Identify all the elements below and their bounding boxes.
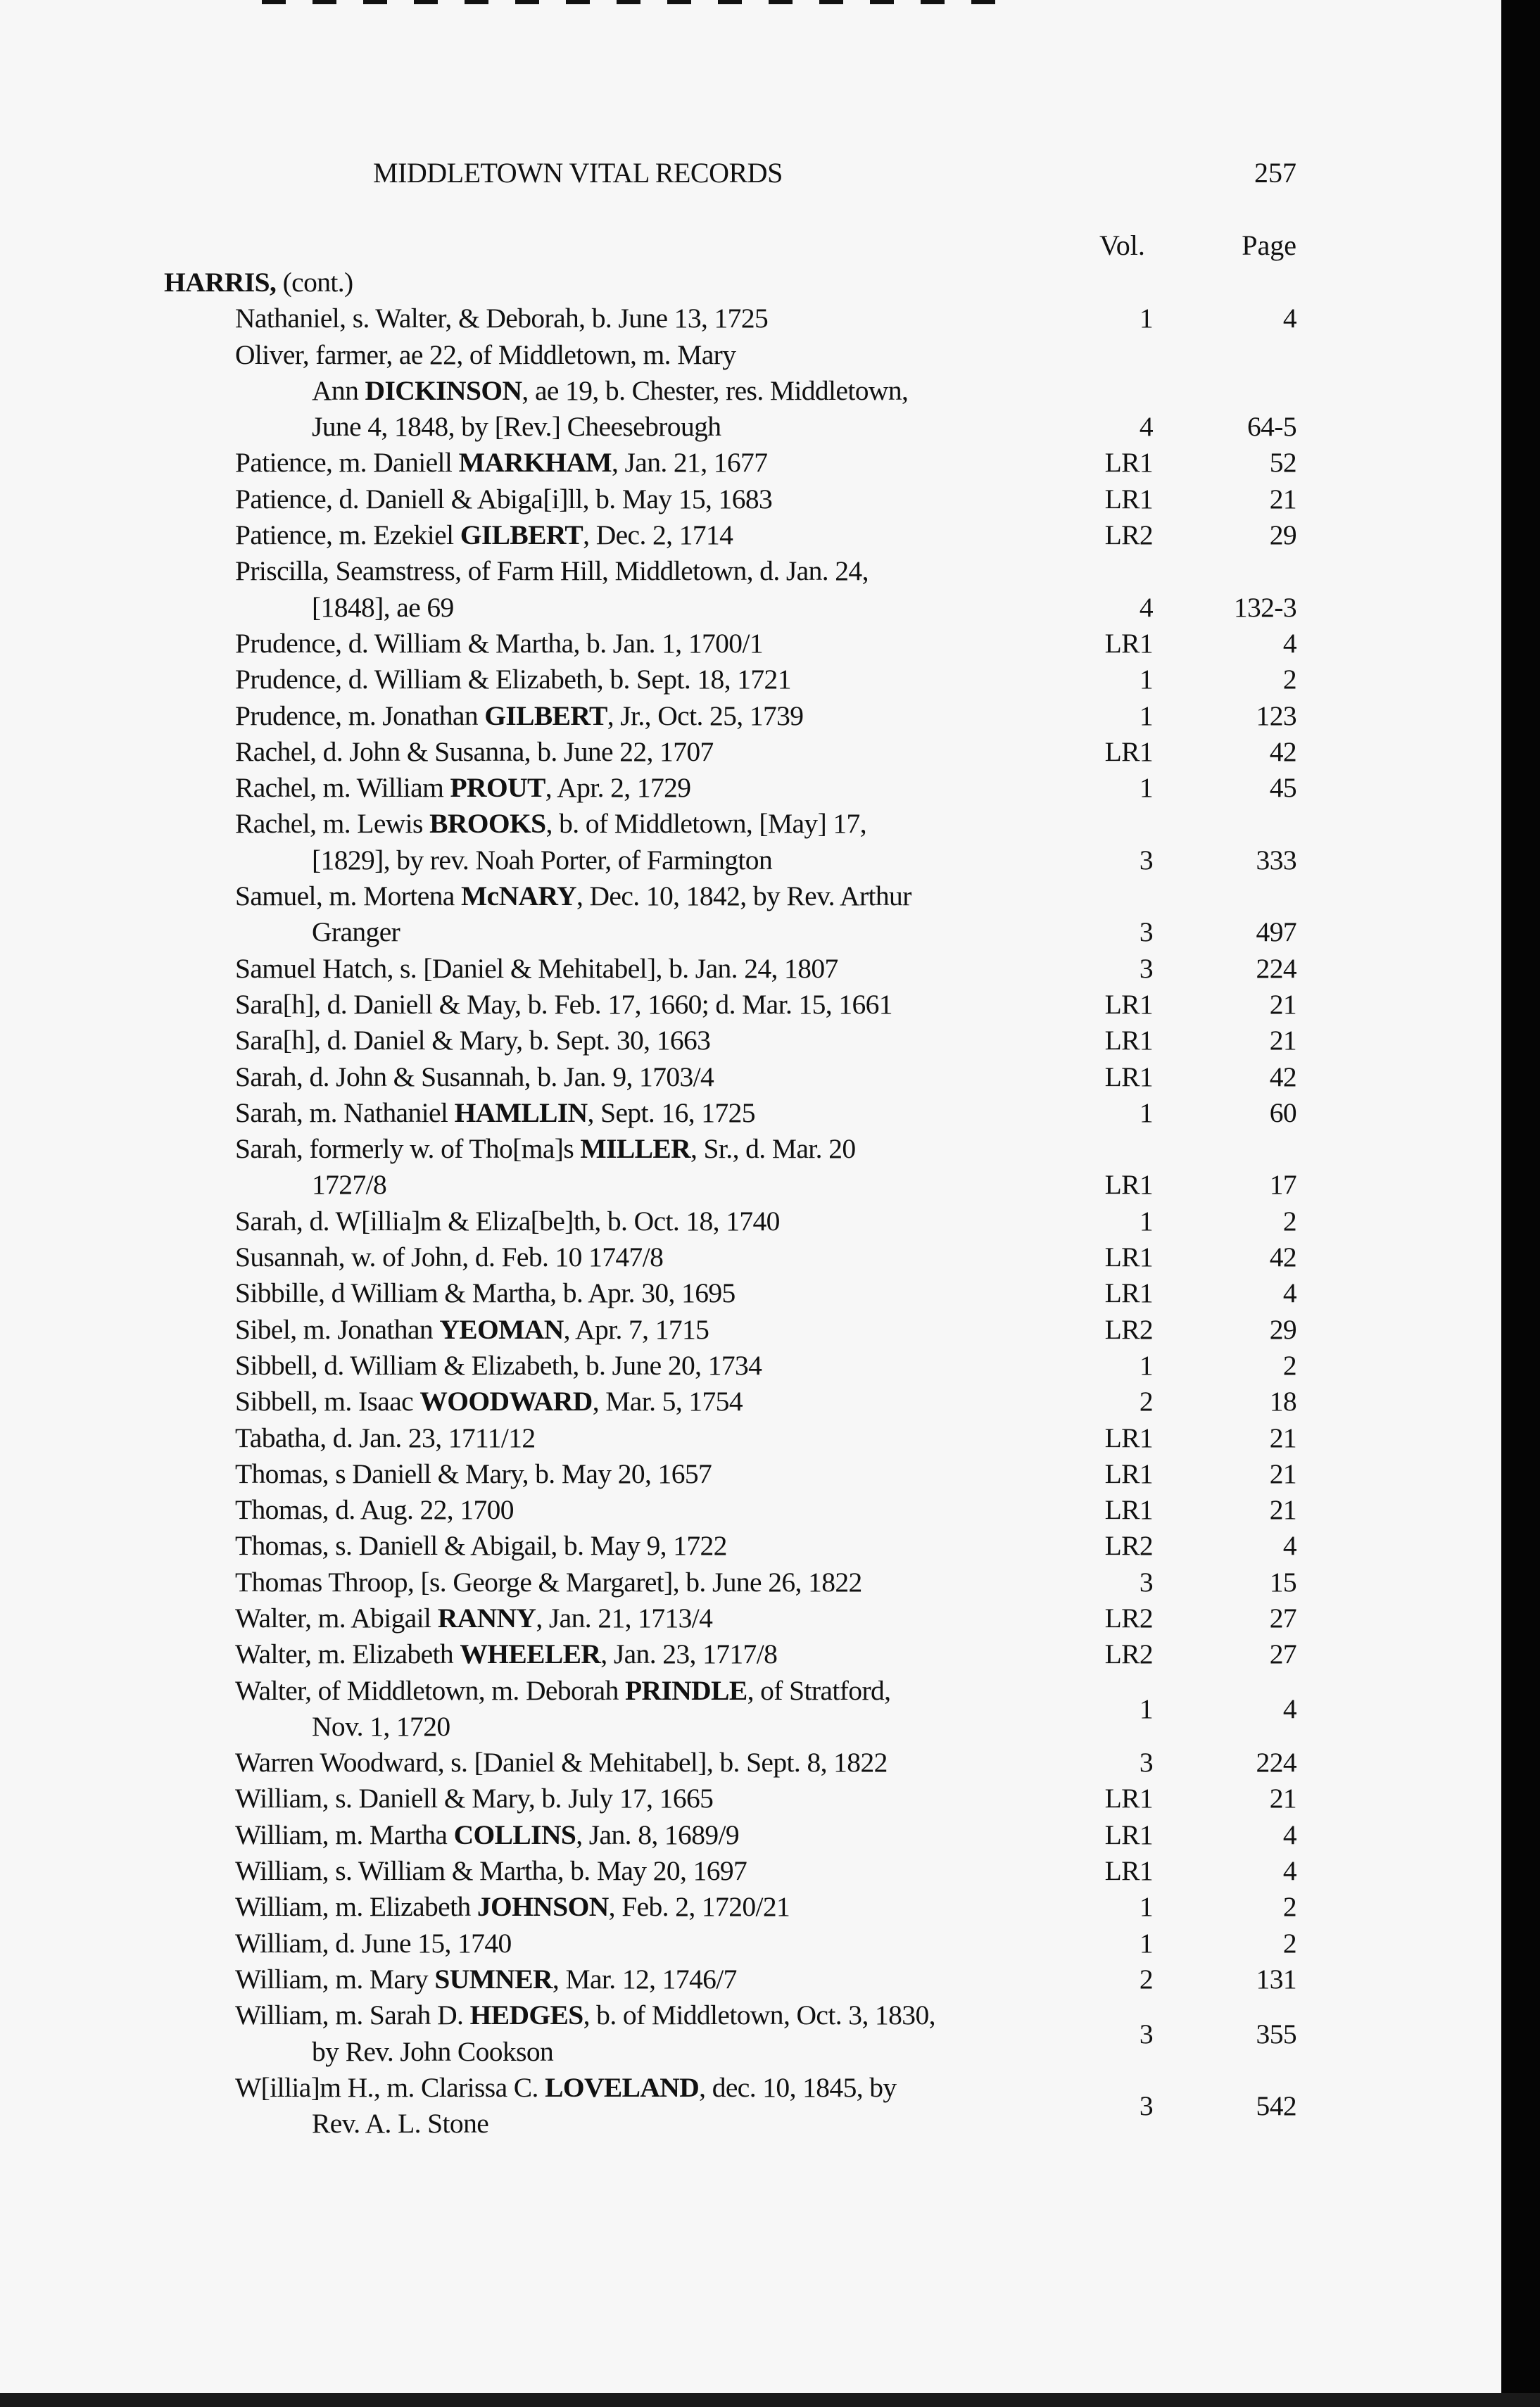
entry-page: 2 [1282, 1349, 1296, 1381]
record-entry [0, 1239, 1540, 1275]
entry-line [0, 951, 1540, 987]
entry-volume: LR1 [1104, 627, 1153, 659]
entry-page: 42 [1269, 1242, 1296, 1273]
entry-page: 52 [1269, 447, 1296, 479]
entry-text: William, s. Daniell & Mary, b. July 17, 1665 [235, 1783, 714, 1814]
record-entry [0, 1023, 1540, 1059]
entry-volume: 3 [1139, 844, 1153, 876]
entry-line [0, 1528, 1540, 1564]
entry-volume: 3 [1139, 1747, 1153, 1779]
entry-line [0, 409, 1540, 445]
entry-line [0, 2070, 1540, 2106]
entry-page: 224 [1256, 952, 1296, 984]
entry-line [0, 734, 1540, 770]
entry-text: Ann [312, 374, 365, 406]
entry-text: Thomas Throop, [s. George & Margaret], b. June 26, 1822 [235, 1566, 862, 1598]
record-entry [0, 1420, 1540, 1456]
entry-text: William, m. Elizabeth [235, 1891, 477, 1923]
entry-volume: 1 [1139, 1693, 1153, 1724]
entry-surname: LOVELAND [545, 2071, 700, 2103]
entry-text: , Sept. 16, 1725 [587, 1097, 755, 1128]
entry-line [0, 626, 1540, 662]
entry-text: [1829], by rev. Noah Porter, of Farmington [312, 844, 773, 876]
entry-page: 2 [1282, 1891, 1296, 1923]
entry-text: Rachel, m. William [235, 772, 450, 804]
entry-volume: 1 [1139, 303, 1153, 334]
entry-line [0, 1889, 1540, 1925]
entry-text: , Dec. 2, 1714 [583, 519, 733, 551]
entry-volume: 3 [1139, 952, 1153, 984]
entry-line [0, 698, 1540, 734]
entry-line [0, 1745, 1540, 1781]
record-entry [0, 878, 1540, 951]
entry-line [0, 1239, 1540, 1275]
record-entry [0, 445, 1540, 481]
entry-page: 27 [1269, 1602, 1296, 1634]
record-entry [0, 1673, 1540, 1745]
record-entry [0, 481, 1540, 517]
entry-line [0, 2106, 1540, 2142]
entry-page: 2 [1282, 1205, 1296, 1237]
entry-text: Walter, m. Abigail [235, 1602, 438, 1634]
entry-page: 224 [1256, 1747, 1296, 1779]
record-entry [0, 770, 1540, 806]
entry-surname: GILBERT [484, 700, 607, 731]
entry-volume: LR1 [1104, 735, 1153, 767]
entry-volume: 1 [1139, 1097, 1153, 1128]
entry-text: June 4, 1848, by [Rev.] Cheesebrough [312, 411, 721, 443]
entry-surname: COLLINS [453, 1819, 576, 1850]
entry-text: Samuel, m. Mortena [235, 880, 461, 912]
entry-text: Nov. 1, 1720 [312, 1710, 450, 1742]
record-entry [0, 1997, 1540, 2070]
entry-text: Walter, of Middletown, m. Deborah [235, 1674, 626, 1706]
record-entry [0, 1889, 1540, 1925]
record-entry [0, 1853, 1540, 1889]
entry-volume: LR1 [1104, 1242, 1153, 1273]
entry-page: 45 [1269, 772, 1296, 804]
entry-volume: 3 [1139, 2090, 1153, 2122]
entry-volume: 1 [1139, 1927, 1153, 1959]
entry-line [0, 770, 1540, 806]
record-entry [0, 987, 1540, 1023]
entry-page: 21 [1269, 1025, 1296, 1056]
entry-volume: LR1 [1104, 1061, 1153, 1092]
entry-page: 17 [1269, 1169, 1296, 1201]
entry-surname: MILLER [580, 1133, 690, 1165]
entry-surname: SUMNER [434, 1963, 553, 1995]
entry-page: 42 [1269, 735, 1296, 767]
entry-text: W[illia]m H., m. Clarissa C. [235, 2071, 545, 2103]
entry-page: 21 [1269, 988, 1296, 1020]
entry-page: 4 [1282, 1693, 1296, 1724]
entry-text: Sibbell, m. Isaac [235, 1386, 420, 1417]
record-entry [0, 1348, 1540, 1384]
entry-line [0, 1095, 1540, 1131]
entry-volume: 1 [1139, 664, 1153, 695]
entry-line [0, 1636, 1540, 1672]
entry-line [0, 1420, 1540, 1456]
entry-text: William, d. June 15, 1740 [235, 1927, 512, 1959]
entry-text: Patience, m. Ezekiel [235, 519, 460, 551]
entry-volume: LR1 [1104, 1783, 1153, 1814]
entry-volume: LR1 [1104, 988, 1153, 1020]
entry-volume: LR1 [1104, 1458, 1153, 1489]
entry-volume: 2 [1139, 1386, 1153, 1417]
scan-border-bottom [0, 2393, 1540, 2407]
entry-volume: 3 [1139, 1566, 1153, 1598]
entry-page: 4 [1282, 303, 1296, 334]
record-entry [0, 1059, 1540, 1095]
entry-page: 27 [1269, 1638, 1296, 1670]
entry-text: , Jan. 8, 1689/9 [576, 1819, 740, 1850]
entry-text: , Apr. 2, 1729 [545, 772, 691, 804]
record-entry [0, 1492, 1540, 1528]
entry-line [0, 301, 1540, 336]
entry-volume: 1 [1139, 1891, 1153, 1923]
entry-text: , Jan. 23, 1717/8 [600, 1638, 778, 1670]
entry-text: Prudence, d. William & Martha, b. Jan. 1, 1700/1 [235, 627, 763, 659]
entry-text: William, m. Mary [235, 1963, 435, 1995]
previous-page-edge [262, 0, 1015, 4]
entry-page: 355 [1256, 2018, 1296, 2049]
entry-surname: WHEELER [460, 1638, 601, 1670]
entry-text: Prudence, m. Jonathan [235, 700, 485, 731]
entry-line [0, 1853, 1540, 1889]
entry-surname: BROOKS [429, 808, 546, 840]
entry-text: , of Stratford, [747, 1674, 891, 1706]
running-head-title: MIDDLETOWN VITAL RECORDS [373, 157, 783, 189]
entry-text: Sarah, d. W[illia]m & Eliza[be]th, b. Oct. 18, 1740 [235, 1205, 780, 1237]
entry-text: William, m. Martha [235, 1819, 454, 1850]
entry-text: Walter, m. Elizabeth [235, 1638, 460, 1670]
entry-text: , Apr. 7, 1715 [563, 1313, 709, 1345]
entry-line [0, 1817, 1540, 1853]
entry-page: 42 [1269, 1061, 1296, 1092]
entry-line [0, 1709, 1540, 1745]
record-entry [0, 1926, 1540, 1961]
entry-surname: PRINDLE [625, 1674, 747, 1706]
entry-text: Granger [312, 916, 400, 948]
entry-line [0, 878, 1540, 914]
entry-line [0, 1926, 1540, 1961]
entry-text: Warren Woodward, s. [Daniel & Mehitabel], b. Sept. 8, 1822 [235, 1747, 888, 1779]
entry-volume: LR2 [1104, 1638, 1153, 1670]
record-entry [0, 1636, 1540, 1672]
entry-text: Sara[h], d. Daniell & May, b. Feb. 17, 1660; d. Mar. 15, 1661 [235, 988, 892, 1020]
record-entry [0, 1131, 1540, 1204]
entry-surname: RANNY [437, 1602, 536, 1634]
entry-line [0, 2034, 1540, 2070]
entry-text: Thomas, s. Daniell & Abigail, b. May 9, 1722 [235, 1530, 727, 1562]
entry-text: , Jan. 21, 1677 [611, 447, 768, 479]
entry-text: William, s. William & Martha, b. May 20, 1697 [235, 1855, 747, 1887]
entry-text: [1848], ae 69 [312, 591, 454, 623]
record-entry [0, 951, 1540, 987]
entry-text: Samuel Hatch, s. [Daniel & Mehitabel], b. Jan. 24, 1807 [235, 952, 838, 984]
entry-text: , Feb. 2, 1720/21 [608, 1891, 790, 1923]
record-entry [0, 1312, 1540, 1348]
entry-text: Nathaniel, s. Walter, & Deborah, b. June 13, 1725 [235, 303, 769, 334]
entry-surname: YEOMAN [439, 1313, 564, 1345]
record-entry [0, 1384, 1540, 1420]
entry-surname: PROUT [450, 772, 545, 804]
entry-volume: LR1 [1104, 1277, 1153, 1309]
entry-line [0, 1781, 1540, 1817]
entry-page: 21 [1269, 1494, 1296, 1526]
entry-line [0, 1275, 1540, 1311]
entry-page: 2 [1282, 1927, 1296, 1959]
record-entry [0, 2070, 1540, 2142]
entry-page: 64-5 [1246, 411, 1296, 443]
entry-volume: LR1 [1104, 447, 1153, 479]
entry-volume: LR1 [1104, 1025, 1153, 1056]
entry-line [0, 1167, 1540, 1203]
entry-page: 132-3 [1233, 591, 1296, 623]
column-header-vol: Vol. [1099, 229, 1145, 261]
entry-page: 4 [1282, 627, 1296, 659]
entry-line [0, 1961, 1540, 1997]
column-header-page: Page [1242, 229, 1296, 261]
entry-surname: DICKINSON [365, 374, 522, 406]
entry-volume: LR2 [1104, 1313, 1153, 1345]
entry-line [0, 1023, 1540, 1059]
entry-line [0, 1600, 1540, 1636]
entry-text: Rachel, m. Lewis [235, 808, 430, 840]
entry-page: 21 [1269, 1458, 1296, 1489]
entry-surname: HEDGES [469, 1999, 583, 2031]
entry-volume: LR1 [1104, 1494, 1153, 1526]
entry-text: , Mar. 12, 1746/7 [552, 1963, 737, 1995]
entry-text: Sara[h], d. Daniel & Mary, b. Sept. 30, 1663 [235, 1025, 711, 1056]
entry-text: , b. of Middletown, Oct. 3, 1830, [583, 1999, 935, 2031]
entry-text: William, m. Sarah D. [235, 1999, 470, 2031]
surname-heading [0, 265, 1540, 301]
record-entry [0, 1275, 1540, 1311]
entry-volume: 4 [1139, 411, 1153, 443]
entry-surname: HAMLLIN [454, 1097, 588, 1128]
entry-line [0, 1131, 1540, 1167]
entry-page: 29 [1269, 519, 1296, 551]
entry-text: Priscilla, Seamstress, of Farm Hill, Middletown, d. Jan. 24, [235, 555, 869, 587]
surname: HARRIS, [164, 267, 277, 298]
record-entry [0, 1781, 1540, 1817]
record-entry [0, 301, 1540, 336]
entry-page: 4 [1282, 1819, 1296, 1850]
entry-line [0, 1456, 1540, 1492]
entry-page: 497 [1256, 916, 1296, 948]
entry-line [0, 1384, 1540, 1420]
entry-page: 2 [1282, 664, 1296, 695]
entry-line [0, 914, 1540, 950]
record-entry [0, 337, 1540, 446]
entry-text: Sibel, m. Jonathan [235, 1313, 440, 1345]
entry-page: 18 [1269, 1386, 1296, 1417]
entry-line [0, 1204, 1540, 1239]
entry-text: Sarah, m. Nathaniel [235, 1097, 455, 1128]
entry-surname: JOHNSON [476, 1891, 609, 1923]
record-entry [0, 1528, 1540, 1564]
entry-page: 131 [1256, 1963, 1296, 1995]
record-entry [0, 1456, 1540, 1492]
record-entry [0, 1817, 1540, 1853]
entry-text: Patience, m. Daniell [235, 447, 459, 479]
entry-text: , dec. 10, 1845, by [699, 2071, 897, 2103]
record-entry [0, 1204, 1540, 1239]
record-entry [0, 1095, 1540, 1131]
entry-text: Thomas, d. Aug. 22, 1700 [235, 1494, 514, 1526]
entry-line [0, 590, 1540, 626]
entry-line [0, 373, 1540, 409]
entry-text: Sibbille, d William & Martha, b. Apr. 30, 1695 [235, 1277, 736, 1309]
record-entry [0, 806, 1540, 878]
entry-page: 21 [1269, 1783, 1296, 1814]
entry-text: Tabatha, d. Jan. 23, 1711/12 [235, 1422, 536, 1453]
records-list [0, 265, 1540, 2142]
entry-line [0, 842, 1540, 878]
entry-line [0, 662, 1540, 697]
record-entry [0, 553, 1540, 626]
entry-volume: LR1 [1104, 1819, 1153, 1850]
entry-page: 542 [1256, 2090, 1296, 2122]
entry-line [0, 445, 1540, 481]
entry-line [0, 481, 1540, 517]
entry-line [0, 1492, 1540, 1528]
record-entry [0, 734, 1540, 770]
record-entry [0, 1565, 1540, 1600]
entry-text: 1727/8 [312, 1169, 387, 1201]
entry-line [0, 517, 1540, 553]
entry-line [0, 1565, 1540, 1600]
entry-volume: 1 [1139, 1349, 1153, 1381]
record-entry [0, 517, 1540, 553]
entry-text: Rachel, d. John & Susanna, b. June 22, 1707 [235, 735, 714, 767]
entry-text: , Jan. 21, 1713/4 [536, 1602, 713, 1634]
entry-page: 15 [1269, 1566, 1296, 1598]
entry-volume: 4 [1139, 591, 1153, 623]
entry-text: Sarah, d. John & Susannah, b. Jan. 9, 1703/4 [235, 1061, 714, 1092]
entry-page: 21 [1269, 483, 1296, 514]
entry-text: by Rev. John Cookson [312, 2035, 554, 2067]
entry-line [0, 806, 1540, 842]
entry-volume: 2 [1139, 1963, 1153, 1995]
record-entry [0, 1961, 1540, 1997]
entry-volume: LR1 [1104, 1855, 1153, 1887]
entry-line [0, 1673, 1540, 1709]
entry-text: , Jr., Oct. 25, 1739 [607, 700, 804, 731]
entry-text: Prudence, d. William & Elizabeth, b. Sept. 18, 1721 [235, 664, 791, 695]
entry-volume: 3 [1139, 916, 1153, 948]
entry-page: 29 [1269, 1313, 1296, 1345]
entry-volume: 1 [1139, 772, 1153, 804]
entry-text: Sibbell, d. William & Elizabeth, b. June 20, 1734 [235, 1349, 762, 1381]
entry-page: 4 [1282, 1277, 1296, 1309]
entry-line [0, 1348, 1540, 1384]
entry-volume: LR2 [1104, 1530, 1153, 1562]
surname-note: (cont.) [276, 267, 353, 298]
entry-text: , b. of Middletown, [May] 17, [545, 808, 866, 840]
entry-volume: LR1 [1104, 1422, 1153, 1453]
entry-line [0, 1059, 1540, 1095]
entry-surname: GILBERT [460, 519, 583, 551]
entry-volume: LR2 [1104, 1602, 1153, 1634]
record-entry [0, 1745, 1540, 1781]
entry-line [0, 337, 1540, 373]
entry-page: 4 [1282, 1855, 1296, 1887]
entry-text: , Dec. 10, 1842, by Rev. Arthur [576, 880, 911, 912]
entry-text: Susannah, w. of John, d. Feb. 10 1747/8 [235, 1242, 664, 1273]
record-entry [0, 626, 1540, 662]
entry-volume: LR1 [1104, 1169, 1153, 1201]
entry-text: Patience, d. Daniell & Abiga[i]ll, b. May 15, 1683 [235, 483, 773, 514]
entry-text: Thomas, s Daniell & Mary, b. May 20, 1657 [235, 1458, 712, 1489]
entry-line [0, 1312, 1540, 1348]
entry-page: 333 [1256, 844, 1296, 876]
entry-surname: MARKHAM [458, 447, 612, 479]
entry-text: , ae 19, b. Chester, res. Middletown, [522, 374, 909, 406]
entry-line [0, 553, 1540, 589]
entry-volume: LR2 [1104, 519, 1153, 551]
entry-page: 4 [1282, 1530, 1296, 1562]
record-entry [0, 698, 1540, 734]
record-entry [0, 1600, 1540, 1636]
entry-page: 60 [1269, 1097, 1296, 1128]
entry-line [0, 1997, 1540, 2033]
entry-text: , Sr., d. Mar. 20 [690, 1133, 856, 1165]
entry-surname: WOODWARD [419, 1386, 593, 1417]
page-number: 257 [1254, 157, 1296, 189]
entry-page: 123 [1256, 700, 1296, 731]
entry-page: 21 [1269, 1422, 1296, 1453]
entry-volume: 1 [1139, 1205, 1153, 1237]
entry-text: Rev. A. L. Stone [312, 2108, 489, 2140]
entry-line [0, 987, 1540, 1023]
entry-text: , Mar. 5, 1754 [592, 1386, 743, 1417]
entry-text: Sarah, formerly w. of Tho[ma]s [235, 1133, 581, 1165]
entry-volume: 3 [1139, 2018, 1153, 2049]
entry-text: Oliver, farmer, ae 22, of Middletown, m. Mary [235, 339, 736, 370]
entry-surname: McNARY [461, 880, 576, 912]
record-entry [0, 662, 1540, 697]
entry-volume: LR1 [1104, 483, 1153, 514]
entry-volume: 1 [1139, 700, 1153, 731]
